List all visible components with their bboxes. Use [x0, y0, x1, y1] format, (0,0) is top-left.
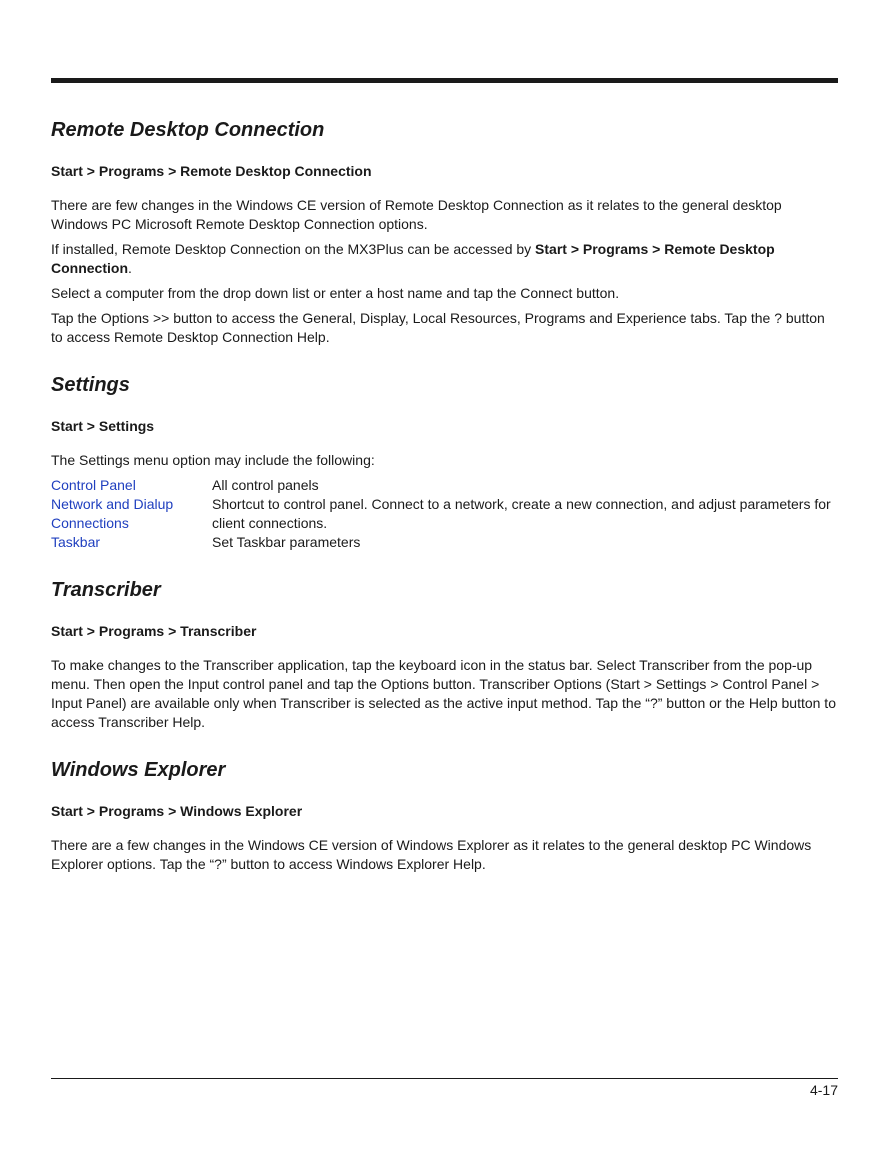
section-settings	[51, 371, 838, 552]
menu-path: Start > Programs > Remote Desktop Connection	[51, 163, 372, 179]
section-remote-desktop	[51, 116, 838, 347]
section-heading: Settings	[51, 374, 130, 396]
paragraph: There are a few changes in the Windows CE version of Windows Explorer as it relates to the general desktop PC Windows Explorer options. Tap the “?” button to access Windows Explorer Help.	[51, 837, 812, 872]
paragraph: To make changes to the Transcriber application, tap the keyboard icon in the status bar. Select Transcriber from the pop-up menu. Then open the Input control panel and tap the Options button. Transcriber Options (Start > Settings > Control Panel > Input Panel) are available only when Transcriber is selected as the active input method. Tap the “?” button or the Help button to access Transcriber Help.	[51, 657, 836, 730]
section-heading: Windows Explorer	[51, 759, 226, 781]
menu-path: Start > Settings	[51, 418, 155, 434]
paragraph: There are few changes in the Windows CE version of Remote Desktop Connection as it relates to the general desktop Windows PC Microsoft Remote Desktop Connection options.	[51, 197, 782, 232]
page-number: 4-17	[809, 1082, 838, 1098]
section-transcriber	[51, 576, 838, 732]
table-cell: All control panels	[212, 477, 319, 493]
menu-path: Start > Programs > Transcriber	[51, 623, 257, 639]
paragraph: The Settings menu option may include the following:	[51, 452, 375, 468]
section-heading: Transcriber	[51, 579, 161, 601]
text-run: .	[128, 260, 132, 276]
table-cell: Set Taskbar parameters	[212, 534, 361, 550]
link-taskbar[interactable]: Taskbar	[51, 534, 101, 550]
section-windows-explorer	[51, 756, 838, 874]
paragraph: Select a computer from the drop down list or enter a host name and tap the Connect button.	[51, 285, 620, 301]
settings-table	[51, 476, 838, 552]
table-row	[51, 476, 838, 495]
link-control-panel[interactable]: Control Panel	[51, 477, 136, 493]
footer-rule	[51, 1078, 838, 1079]
link-network-dialup[interactable]: Network and Dialup Connections	[51, 496, 174, 531]
table-row	[51, 495, 838, 533]
section-heading: Remote Desktop Connection	[51, 119, 325, 141]
paragraph: Tap the Options >> button to access the General, Display, Local Resources, Programs and Experience tabs. Tap the ? button to access Remote Desktop Connection Help.	[51, 310, 825, 345]
header-rule	[51, 78, 838, 83]
table-row	[51, 533, 838, 552]
document-body	[51, 116, 838, 898]
paragraph	[51, 240, 838, 278]
table-cell: Shortcut to control panel. Connect to a network, create a new connection, and adjust parameters for client connections.	[212, 496, 831, 531]
bold-path: Start > Programs > Remote Desktop Connection	[51, 241, 775, 276]
menu-path: Start > Programs > Windows Explorer	[51, 803, 303, 819]
text-run: If installed, Remote Desktop Connection on the MX3Plus can be accessed by	[51, 241, 536, 257]
